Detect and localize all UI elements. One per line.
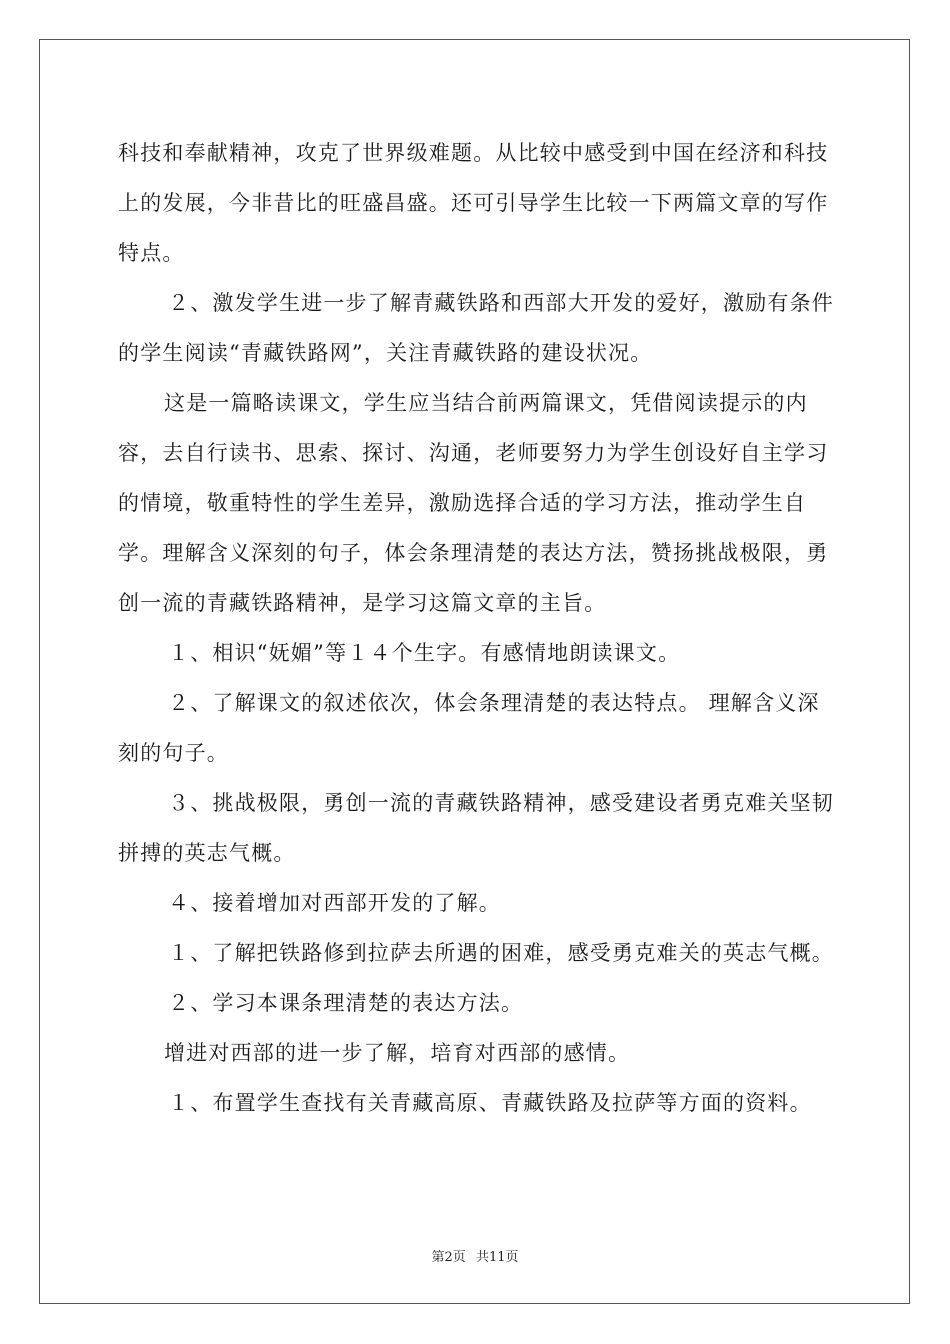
- paragraph-10: 增进对西部的进一步了解，培育对西部的感情。: [164, 1041, 631, 1065]
- document-body: [118, 128, 838, 1128]
- page-footer: [0, 1246, 950, 1265]
- paragraph-7: ４、接着增加对西部开发的了解。: [168, 891, 501, 915]
- page-number: 第2页: [431, 1250, 466, 1265]
- page-total: 共11页: [475, 1250, 519, 1265]
- paragraph-1: 科技和奉献精神，攻克了世界级难题。从比较中感受到中国在经济和科技上的发展，今非昔比的旺盛昌盛。还可引导学生比较一下两篇文章的写作特点。: [118, 141, 829, 265]
- paragraph-3: 这是一篇略读课文，学生应当结合前两篇课文，凭借阅读提示的内容，去自行读书、思索、探讨、沟通，老师要努力为学生创设好自主学习的情境，敬重特性的学生差异，激励选择合适的学习方法，推动学生自学。理解含义深刻的句子，体会条理清楚的表达方法，赞扬挑战极限，勇创一流的青藏铁路精神，是学习这篇文章的主旨。: [118, 391, 829, 615]
- paragraph-5: ２、了解课文的叙述依次，体会条理清楚的表达特点。 理解含义深刻的句子。: [118, 691, 820, 765]
- paragraph-6: ３、挑战极限，勇创一流的青藏铁路精神，感受建设者勇克难关坚韧拼搏的英志气概。: [118, 791, 834, 865]
- paragraph-2: ２、激发学生进一步了解青藏铁路和西部大开发的爱好，激励有条件的学生阅读“青藏铁路网”，关注青藏铁路的建设状况。: [118, 291, 834, 365]
- paragraph-8: １、了解把铁路修到拉萨去所遇的困难，感受勇克难关的英志气概。: [168, 941, 834, 965]
- paragraph-11: １、布置学生查找有关青藏高原、青藏铁路及拉萨等方面的资料。: [168, 1091, 812, 1115]
- paragraph-9: ２、学习本课条理清楚的表达方法。: [168, 991, 524, 1015]
- paragraph-4: １、相识“妩媚”等１４个生字。有感情地朗读课文。: [168, 641, 681, 665]
